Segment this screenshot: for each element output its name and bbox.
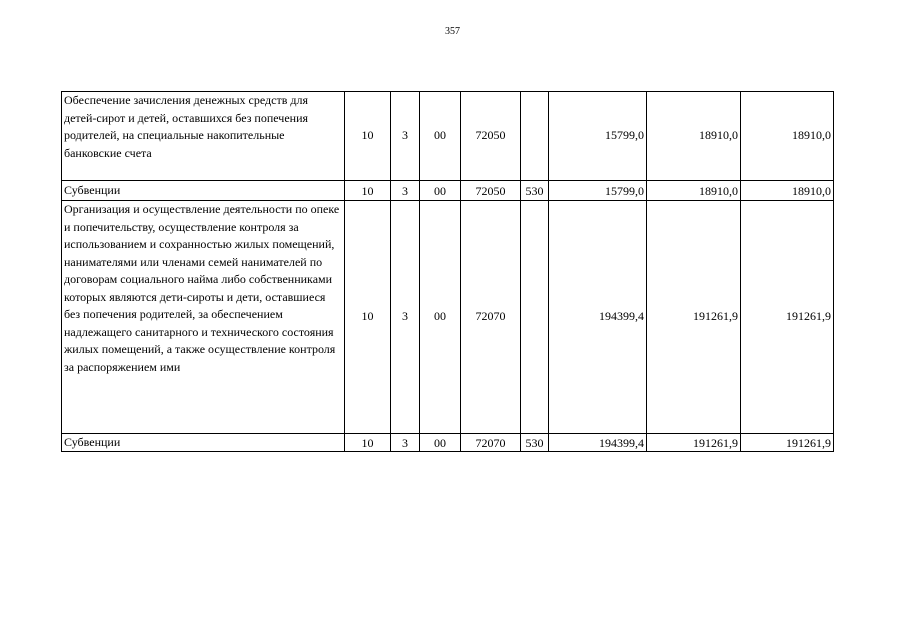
section-code: 10 — [345, 92, 391, 181]
row-description: Субвенции — [62, 434, 345, 452]
table-row — [62, 201, 834, 434]
amount-year3: 18910,0 — [741, 92, 834, 181]
expense-type-code: 530 — [521, 181, 549, 201]
subsection-code: 3 — [391, 201, 420, 434]
amount-year1: 15799,0 — [549, 92, 647, 181]
amount-year2: 191261,9 — [647, 201, 741, 434]
article-code: 72070 — [461, 434, 521, 452]
program-code: 00 — [420, 92, 461, 181]
subsection-code: 3 — [391, 181, 420, 201]
section-code: 10 — [345, 434, 391, 452]
amount-year1: 194399,4 — [549, 434, 647, 452]
row-description: Обеспечение зачисления денежных средств для детей-сирот и детей, оставшихся без попечения родителей, на специальные накопительные банковские счета — [62, 92, 345, 181]
amount-year2: 191261,9 — [647, 434, 741, 452]
expense-type-code — [521, 92, 549, 181]
expense-type-code — [521, 201, 549, 434]
section-code: 10 — [345, 201, 391, 434]
subsection-code: 3 — [391, 92, 420, 181]
subsection-code: 3 — [391, 434, 420, 452]
amount-year3: 18910,0 — [741, 181, 834, 201]
amount-year1: 194399,4 — [549, 201, 647, 434]
expense-type-code: 530 — [521, 434, 549, 452]
article-code: 72050 — [461, 181, 521, 201]
program-code: 00 — [420, 201, 461, 434]
row-description: Субвенции — [62, 181, 345, 201]
budget-table — [61, 91, 834, 452]
article-code: 72070 — [461, 201, 521, 434]
program-code: 00 — [420, 434, 461, 452]
program-code: 00 — [420, 181, 461, 201]
page-number: 357 — [445, 26, 460, 37]
table-row — [62, 181, 834, 201]
amount-year2: 18910,0 — [647, 92, 741, 181]
table-row — [62, 434, 834, 452]
amount-year3: 191261,9 — [741, 434, 834, 452]
article-code: 72050 — [461, 92, 521, 181]
amount-year1: 15799,0 — [549, 181, 647, 201]
row-description: Организация и осуществление деятельности по опеке и попечительству, осуществление контроля за использованием и сохранностью жилых помещений, нанимателями или членами семей нанимателей по договорам социального найма либо собственниками которых являются дети-сироты и дети, оставшиеся без попечения родителей, за обеспечением надлежащего санитарного и технического состояния жилых помещений, а также осуществление контроля за распоряжением ими — [62, 201, 345, 434]
amount-year3: 191261,9 — [741, 201, 834, 434]
amount-year2: 18910,0 — [647, 181, 741, 201]
table-row — [62, 92, 834, 181]
section-code: 10 — [345, 181, 391, 201]
